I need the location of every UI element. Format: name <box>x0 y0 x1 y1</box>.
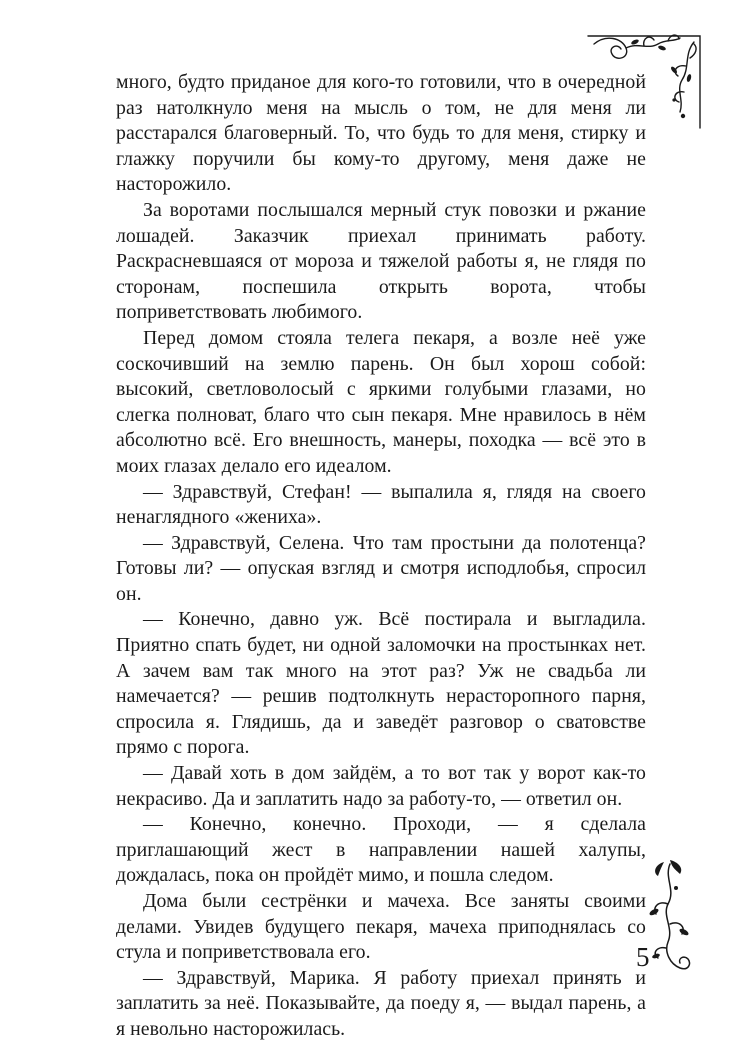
paragraph-2: За воротами послышался мерный стук повозки и ржание лошадей. Заказчик приехал принимать работу. Раскрасневшаяся от мороза и тяжелой работы я, не глядя по сторонам, поспешила открыть ворота, чтобы поприветствовать любимого. <box>116 198 646 324</box>
paragraph-8: — Конечно, конечно. Проходи, — я сделала приглашающий жест в направлении нашей халупы, дождалась, пока он пройдёт мимо, и пошла следом. <box>116 813 646 887</box>
paragraph-10: — Здравствуй, Марика. Я работу приехал принять и заплатить за неё. Показывайте, да поеду я, — выдал парень, а я невольно насторожилась. <box>116 966 646 1040</box>
paragraph-9: Дома были сестрёнки и мачеха. Все заняты своими делами. Увидев будущего пекаря, мачеха приподнялась со стула и поприветствовала его. <box>116 890 646 964</box>
paragraph-1: много, будто приданое для кого-то готовили, что в очередной раз натолкнуло меня на мысль о том, не для меня ли расстарался благоверный. То, что будь то для меня, стирку и глажку поручили бы кому-то другому, меня даже не насторожило. <box>116 71 646 196</box>
paragraph-3: Перед домом стояла телега пекаря, а возле неё уже соскочивший на землю парень. Он был хорош собой: высокий, светловолосый с яркими голубыми глазами, но слегка полноват, благо что сын пекаря. Мне нравилось в нём абсолютно всё. Его внешность, манеры, походка — всё это в моих глазах делало его идеалом. <box>116 326 646 477</box>
paragraph-7: — Давай хоть в дом зайдём, а то вот так у ворот как-то некрасиво. Да и заплатить надо за работу-то, — ответил он. <box>116 762 646 810</box>
paragraph-4: — Здравствуй, Стефан! — выпалила я, глядя на своего ненаглядного «жениха». <box>116 480 646 529</box>
paragraph-5: — Здравствуй, Селена. Что там простыни да полотенца? Готовы ли? — опуская взгляд и смотря исподлобья, спросил он. <box>116 531 646 605</box>
page-number: 5 <box>636 942 650 972</box>
page-text <box>116 70 646 1043</box>
paragraph-6: — Конечно, давно уж. Всё постирала и выгладила. Приятно спать будет, ни одной заломочки на простынках нет. А зачем вам так много на этот раз? Уж не свадьба ли намечается? — решив подтолкнуть нерасторопного парня, спросила я. Глядишь, да и заведёт разговор о сватовстве прямо с порога. <box>116 608 646 759</box>
